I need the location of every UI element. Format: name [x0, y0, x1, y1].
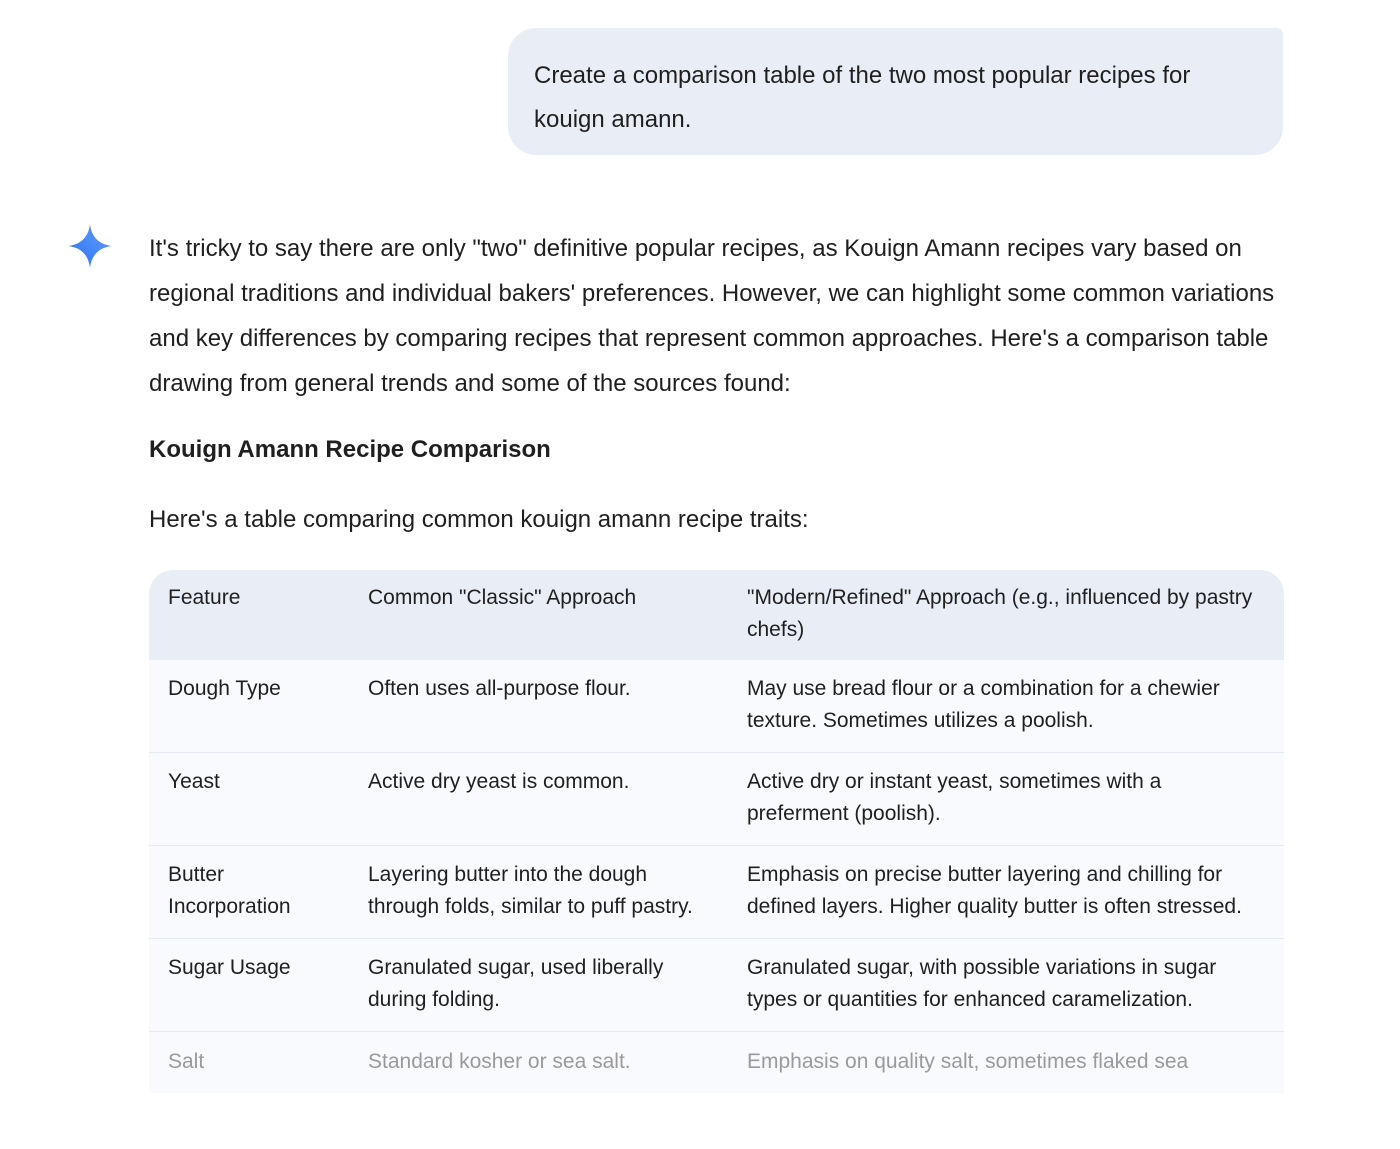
cell-feature: Yeast — [168, 770, 220, 793]
comparison-table — [149, 570, 1284, 1093]
table-row — [149, 660, 1284, 753]
cell-modern: Emphasis on precise butter layering and chilling for defined layers. Higher quality butter is often stressed. — [747, 863, 1242, 918]
header-feature: Feature — [168, 586, 241, 609]
cell-classic: Granulated sugar, used liberally during folding. — [368, 956, 664, 1011]
header-modern: "Modern/Refined" Approach (e.g., influenced by pastry chefs) — [747, 586, 1253, 641]
cell-classic: Active dry yeast is common. — [368, 770, 630, 793]
cell-classic: Layering butter into the dough through folds, similar to puff pastry. — [368, 863, 693, 918]
cell-feature: Salt — [168, 1050, 205, 1073]
cell-feature: Dough Type — [168, 677, 281, 700]
cell-feature: Sugar Usage — [168, 956, 291, 979]
cell-modern: Emphasis on quality salt, sometimes flaked sea — [747, 1050, 1189, 1073]
table-row — [149, 1032, 1284, 1094]
response-intro: It's tricky to say there are only "two" definitive popular recipes, as Kouign Amann recipes vary based on regional traditions and individual bakers' preferences. However, we can highlight some common variations and key differences by comparing recipes that represent common approaches. Here's a comparison table drawing from general trends and some of the sources found: — [149, 235, 1275, 397]
section-title: Kouign Amann Recipe Comparison — [149, 436, 551, 463]
cell-modern: May use bread flour or a combination for a chewier texture. Sometimes utilizes a poolish. — [747, 677, 1220, 732]
table-row — [149, 846, 1284, 939]
user-message-bubble — [508, 28, 1283, 155]
cell-modern: Granulated sugar, with possible variations in sugar types or quantities for enhanced caramelization. — [747, 956, 1217, 1011]
table-row — [149, 939, 1284, 1032]
table-lead-text: Here's a table comparing common kouign amann recipe traits: — [149, 506, 809, 533]
assistant-response — [149, 226, 1284, 1093]
header-classic: Common "Classic" Approach — [368, 586, 637, 609]
user-message-text: Create a comparison table of the two most popular recipes for kouign amann. — [534, 62, 1191, 133]
table-row — [149, 753, 1284, 846]
table-header-row — [149, 570, 1284, 660]
cell-classic: Often uses all-purpose flour. — [368, 677, 631, 700]
cell-classic: Standard kosher or sea salt. — [368, 1050, 631, 1073]
gemini-sparkle-icon — [66, 222, 114, 270]
cell-feature: Butter Incorporation — [168, 863, 291, 918]
cell-modern: Active dry or instant yeast, sometimes with a preferment (poolish). — [747, 770, 1162, 825]
